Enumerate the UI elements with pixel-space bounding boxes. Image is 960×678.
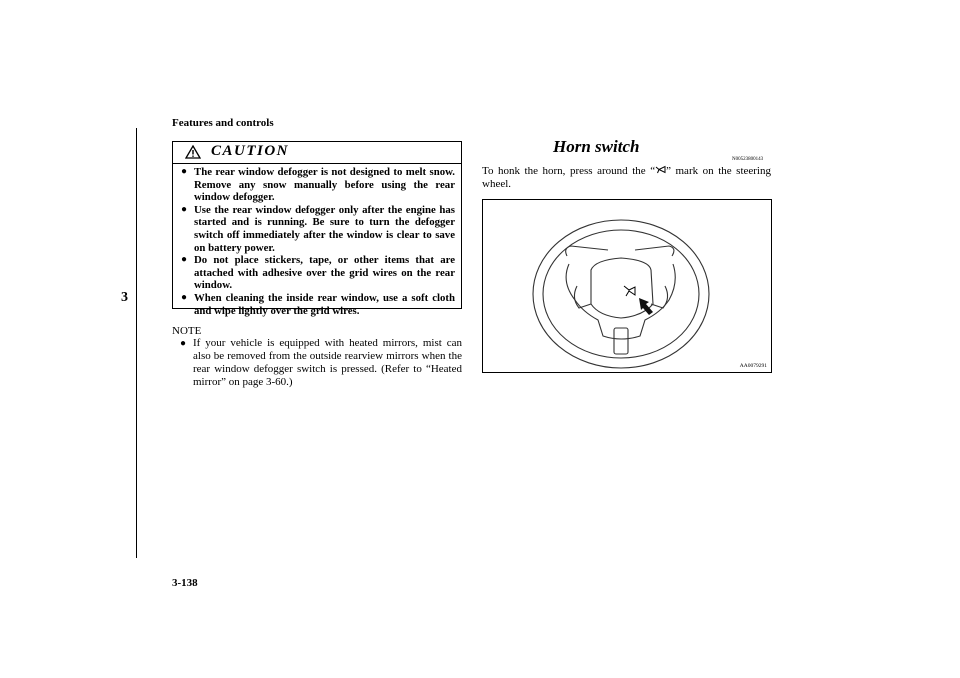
bullet-icon: ● [181, 166, 188, 177]
warning-triangle-icon [185, 145, 201, 164]
note-label: NOTE [172, 325, 202, 337]
steering-wheel-figure [482, 199, 772, 373]
caution-item: ● Use the rear window defogger only after the engine has started and is running. Be sure to turn the defogger switch off immediately after the window is clear to save on battery power. [181, 203, 455, 254]
horn-instructions: To honk the horn, press around the “ ” mark on the steering wheel. [482, 165, 771, 190]
chapter-tab [114, 128, 137, 558]
bullet-icon: ● [180, 338, 187, 349]
horn-mark-icon [624, 286, 635, 296]
section-code: N00523800143 [732, 157, 764, 162]
chapter-number: 3 [121, 290, 128, 305]
caution-list [181, 166, 455, 317]
caution-header [173, 142, 461, 164]
bullet-icon: ● [181, 203, 188, 215]
caution-box [172, 141, 462, 317]
bullet-icon: ● [181, 291, 188, 303]
note-text: If your vehicle is equipped with heated mirrors, mist can also be removed from the outside rearview mirrors when the rear window defogger switch is pressed. (Refer to “Heated mirror” on page 3-60.) [193, 337, 462, 388]
running-head: Features and controls [172, 117, 274, 129]
steering-wheel-illustration [483, 200, 771, 372]
caution-title: CAUTION [211, 143, 290, 159]
caution-item: ● When cleaning the inside rear window, use a soft cloth and wipe lightly over the grid wires. [181, 291, 455, 317]
bullet-icon: ● [181, 254, 188, 266]
figure-code: AA0079291 [739, 363, 767, 369]
horn-symbol-icon [655, 165, 666, 177]
page-number: 3-138 [172, 577, 198, 589]
section-title: Horn switch [553, 137, 640, 156]
caution-item: ● The rear window defogger is not designed to melt snow. Remove any snow manually before using the rear window defogger. [181, 166, 455, 204]
caution-item: ● Do not place stickers, tape, or other items that are attached with adhesive over the grid wires on the rear window. [181, 254, 455, 292]
note-item [180, 337, 462, 389]
